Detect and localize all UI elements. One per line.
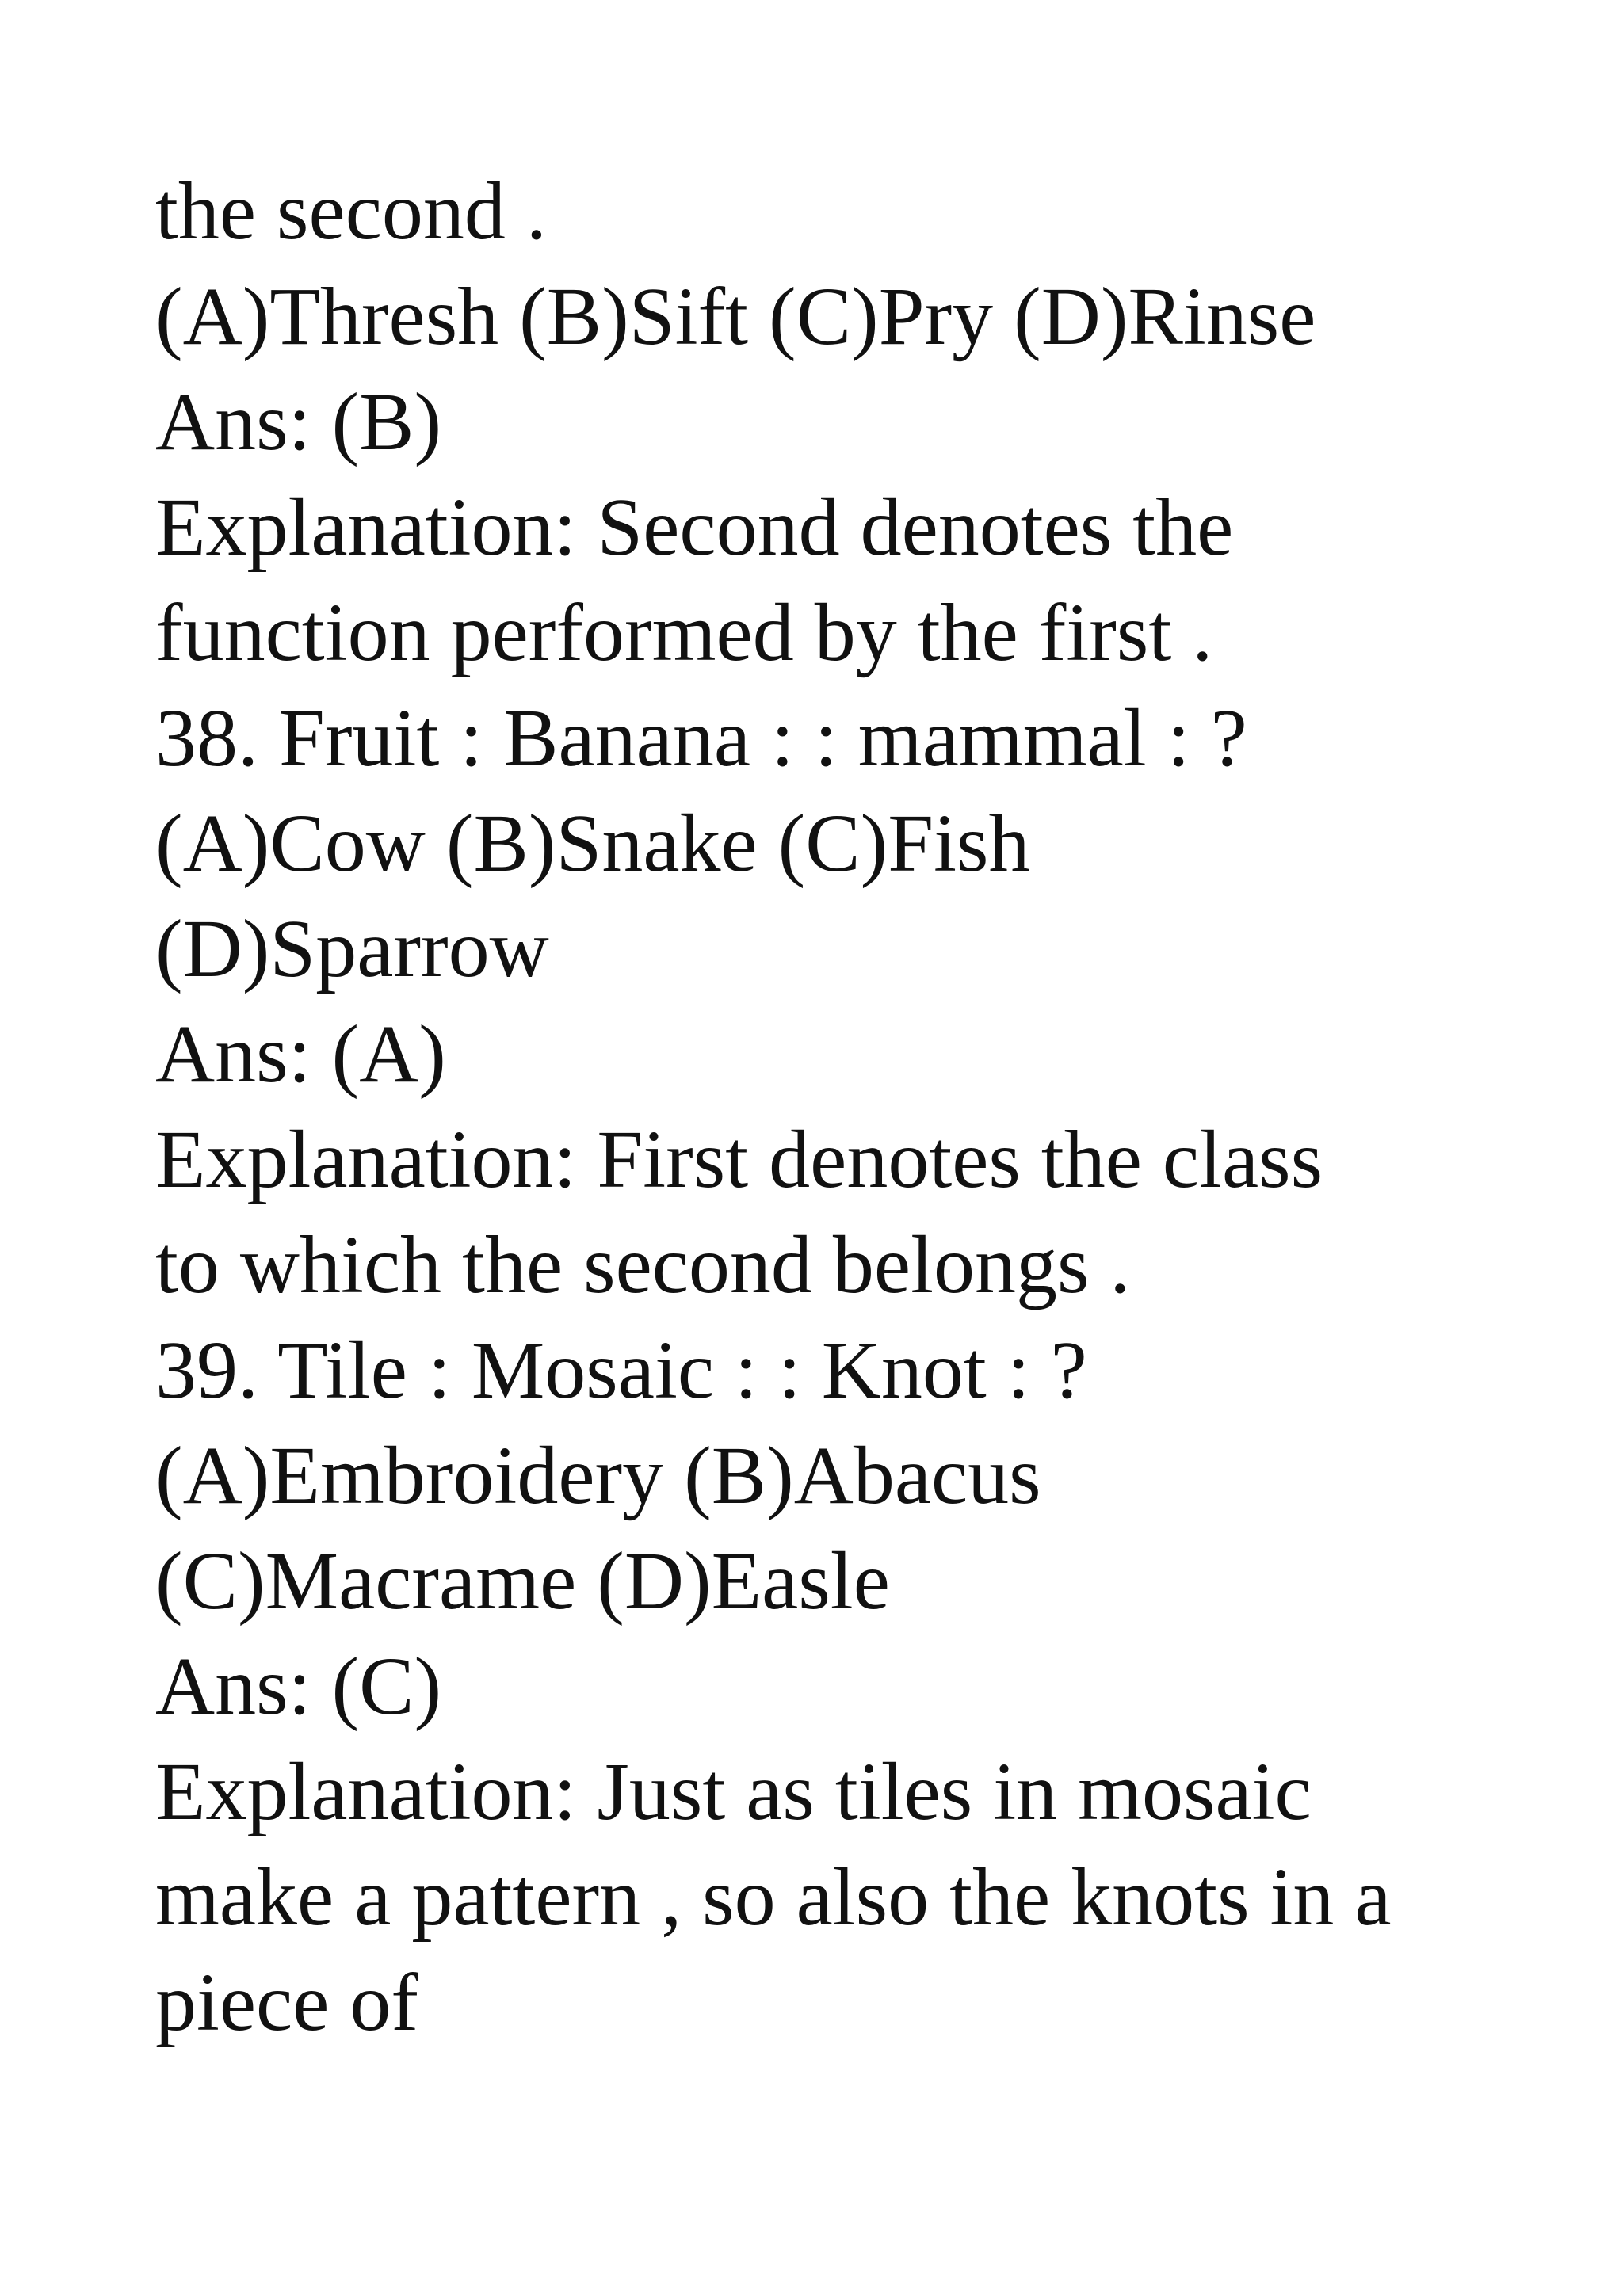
text-line-q38-options-1: (A)Cow (B)Snake (C)Fish	[155, 798, 1030, 889]
text-line-q37-explanation-2: function performed by the first .	[155, 587, 1213, 678]
text-line-q37-answer: Ans: (B)	[155, 376, 442, 467]
text-line-q38-question: 38. Fruit : Banana : : mammal : ?	[155, 692, 1247, 784]
text-line-q39-options-1: (A)Embroidery (B)Abacus	[155, 1430, 1041, 1521]
question-text-block	[155, 158, 1582, 2055]
text-line-q38-explanation-2: to which the second belongs .	[155, 1219, 1131, 1310]
text-line-q37-stem-end: the second .	[155, 166, 547, 257]
text-line-q39-answer: Ans: (C)	[155, 1641, 442, 1732]
text-line-q38-options-2: (D)Sparrow	[155, 903, 549, 994]
text-line-q38-explanation-1: Explanation: First denotes the class	[155, 1114, 1323, 1205]
text-line-q39-explanation-3: piece of	[155, 1957, 419, 2048]
text-line-q39-explanation-1: Explanation: Just as tiles in mosaic	[155, 1746, 1312, 1837]
text-line-q39-options-2: (C)Macrame (D)Easle	[155, 1535, 890, 1627]
text-line-q39-explanation-2: make a pattern , so also the knots in a	[155, 1852, 1392, 1943]
text-line-q37-options: (A)Thresh (B)Sift (C)Pry (D)Rinse	[155, 271, 1316, 362]
text-line-q39-question: 39. Tile : Mosaic : : Knot : ?	[155, 1325, 1087, 1416]
text-line-q38-answer: Ans: (A)	[155, 1009, 446, 1100]
text-line-q37-explanation-1: Explanation: Second denotes the	[155, 482, 1234, 573]
